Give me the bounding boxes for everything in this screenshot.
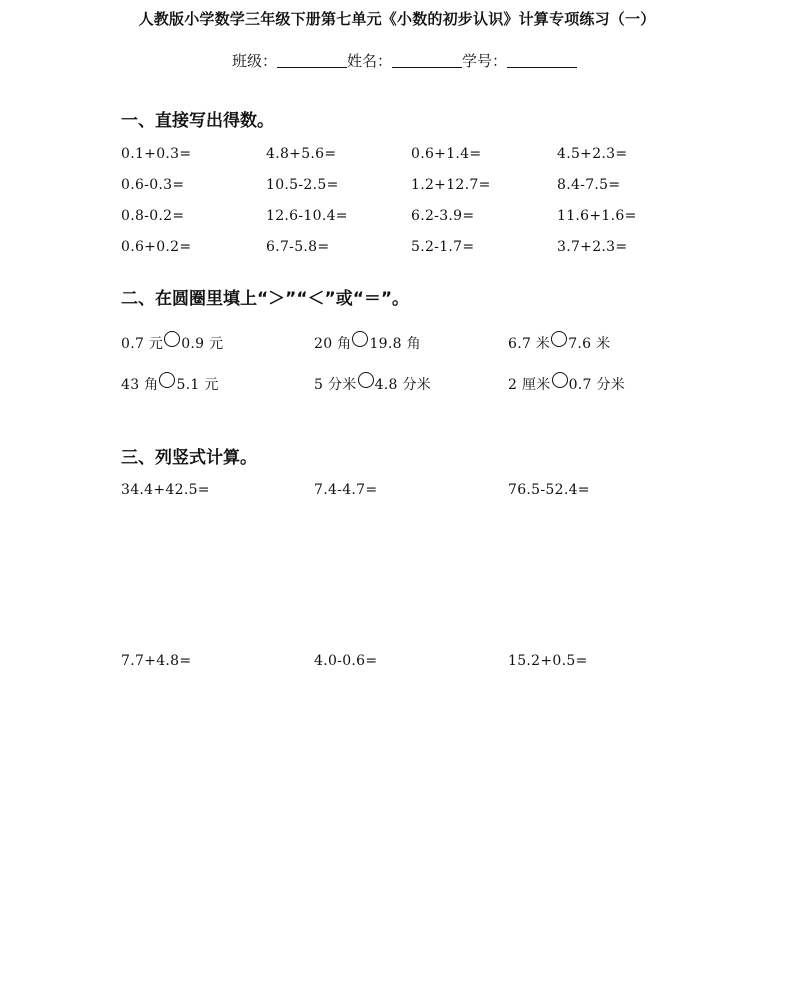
compare-item	[121, 331, 223, 353]
problem: 76.5-52.4=	[508, 482, 590, 498]
number-blank[interactable]	[507, 53, 577, 68]
student-info	[232, 50, 577, 71]
page-title: 人教版小学数学三年级下册第七单元《小数的初步认识》计算专项练习（一）	[138, 10, 656, 28]
problem: 7.4-4.7=	[314, 482, 378, 498]
compare-left: 6.7 米	[508, 336, 551, 352]
compare-item	[121, 372, 219, 394]
problem: 4.5+2.3=	[557, 146, 628, 162]
problem: 4.0-0.6=	[314, 653, 378, 669]
problem: 10.5-2.5=	[266, 177, 339, 193]
problem: 6.7-5.8=	[266, 239, 330, 255]
compare-item	[508, 372, 625, 394]
problem: 0.6+1.4=	[411, 146, 482, 162]
answer-circle[interactable]	[352, 331, 368, 347]
compare-left: 0.7 元	[121, 336, 164, 352]
class-label: 班级：	[232, 52, 278, 70]
compare-right: 0.7 分米	[568, 377, 626, 393]
problem: 3.7+2.3=	[557, 239, 628, 255]
section1-heading: 一、直接写出得数。	[121, 111, 274, 131]
section3-heading: 三、列竖式计算。	[121, 448, 257, 468]
answer-circle[interactable]	[551, 331, 567, 347]
compare-right: 7.6 米	[568, 336, 611, 352]
number-label: 学号：	[462, 52, 508, 70]
problem: 0.1+0.3=	[121, 146, 192, 162]
answer-circle[interactable]	[358, 372, 374, 388]
name-blank[interactable]	[392, 53, 462, 68]
problem: 0.6-0.3=	[121, 177, 185, 193]
compare-right: 4.8 分米	[374, 377, 432, 393]
compare-item	[314, 372, 431, 394]
problem: 0.6+0.2=	[121, 239, 192, 255]
compare-right: 19.8 角	[369, 336, 421, 352]
problem: 1.2+12.7=	[411, 177, 491, 193]
compare-left: 2 厘米	[508, 377, 551, 393]
problem: 12.6-10.4=	[266, 208, 348, 224]
compare-right: 0.9 元	[181, 336, 224, 352]
answer-circle[interactable]	[159, 372, 175, 388]
problem: 7.7+4.8=	[121, 653, 192, 669]
problem: 5.2-1.7=	[411, 239, 475, 255]
compare-right: 5.1 元	[176, 377, 219, 393]
problem: 11.6+1.6=	[557, 208, 637, 224]
compare-left: 20 角	[314, 336, 352, 352]
problem: 0.8-0.2=	[121, 208, 185, 224]
problem: 34.4+42.5=	[121, 482, 210, 498]
answer-circle[interactable]	[164, 331, 180, 347]
problem: 15.2+0.5=	[508, 653, 588, 669]
problem: 6.2-3.9=	[411, 208, 475, 224]
problem: 4.8+5.6=	[266, 146, 337, 162]
compare-item	[508, 331, 610, 353]
compare-left: 5 分米	[314, 377, 357, 393]
compare-left: 43 角	[121, 377, 159, 393]
class-blank[interactable]	[277, 53, 347, 68]
name-label: 姓名：	[347, 52, 393, 70]
compare-item	[314, 331, 421, 353]
problem: 8.4-7.5=	[557, 177, 621, 193]
section2-heading: 二、在圆圈里填上“＞”“＜”或“＝”。	[121, 289, 410, 309]
answer-circle[interactable]	[552, 372, 568, 388]
